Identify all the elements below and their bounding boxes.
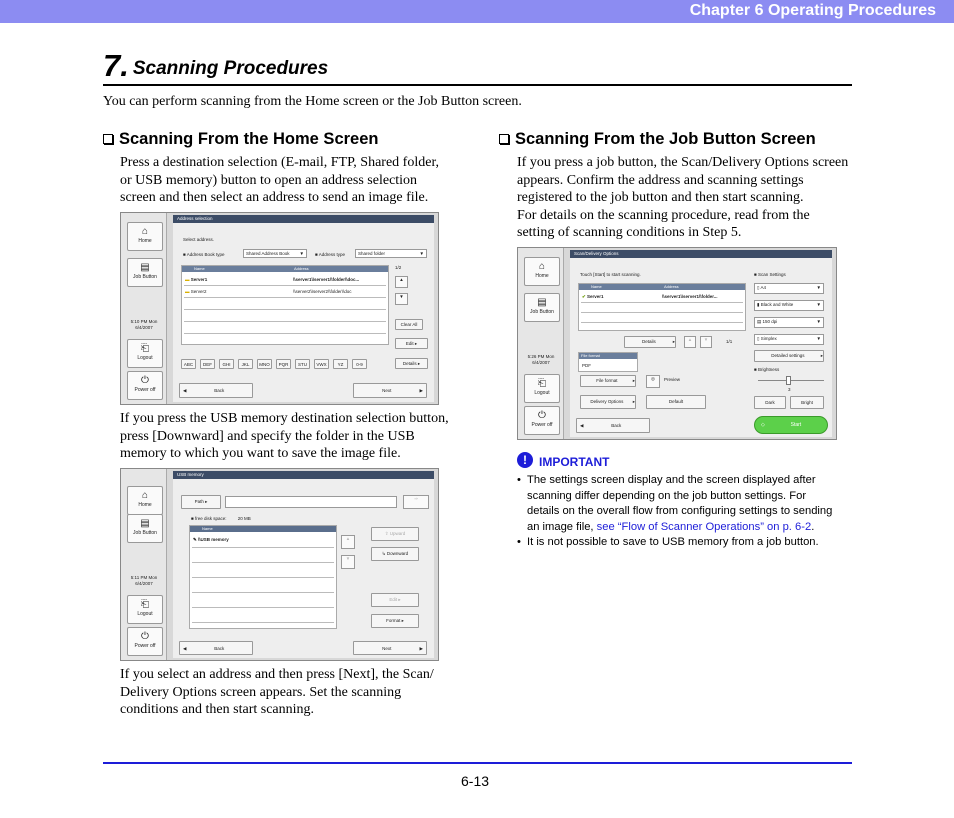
job-screen-heading: Scanning From the Job Button Screen	[499, 130, 816, 149]
preview-label: Preview	[664, 377, 681, 382]
scroll-up-button[interactable]: ▲	[341, 535, 355, 549]
free-space: ■ free disk space: 20 MB	[191, 516, 251, 521]
key-button[interactable]: DEF	[200, 359, 215, 369]
important-bullet-1: • The settings screen display and the screen displayed after scanning differ depending on the job button settings. For details on the overall flow from configuring settings to sending an image file, see “Flow of Scanner Operations” on p. 6-2.	[517, 474, 833, 533]
abt-label: ■ Address Book type	[183, 252, 225, 257]
page-indicator: 1/2	[395, 265, 402, 270]
clock: 5:26 PM Mon 6/4/2007	[527, 354, 555, 365]
table-row[interactable]: ▬ Server2 \\server2\\server2\\folder\\doc	[185, 289, 352, 294]
home-icon: ⌂	[141, 226, 149, 237]
power-button[interactable]: ⏻ Power off	[127, 371, 163, 400]
home-paragraph-3: If you select an address and then press [Next], the Scan/ Delivery Options screen appears. Set the scanning conditions and then start scanning.	[120, 667, 434, 718]
file-format-button[interactable]: File format ▸	[580, 375, 636, 387]
table-row[interactable]: ▬ Server1 \\server1\\server1\\folder\\doc...	[185, 277, 360, 282]
job-button[interactable]: ▤ Job Button	[524, 293, 560, 322]
home-icon: ⌂	[538, 261, 546, 272]
scroll-up-button[interactable]: ▲	[684, 336, 696, 348]
key-button[interactable]: PQR	[276, 359, 291, 369]
preview-checkbox[interactable]: ◎	[646, 375, 660, 388]
downward-button[interactable]: ↳ Downward	[371, 547, 419, 561]
job-icon: ▤	[140, 518, 150, 529]
darker-button[interactable]: Dark	[754, 396, 786, 409]
brightness-slider[interactable]	[758, 376, 824, 386]
format-button[interactable]: Format ▸	[371, 614, 419, 628]
logout-icon: ⎗	[141, 343, 149, 354]
important-bullet-2: • It is not possible to save to USB memory from a job button.	[517, 536, 819, 548]
home-button[interactable]: ⌂ Home	[127, 486, 163, 515]
path-field[interactable]	[225, 496, 397, 508]
start-button[interactable]: ◇ Start	[754, 416, 828, 434]
usb-folder-list: Name ✎ \\USB memory	[189, 525, 337, 629]
upward-button[interactable]: ⇧ Upward	[371, 527, 419, 541]
default-button[interactable]: Default	[646, 395, 706, 409]
key-button[interactable]: GHI	[219, 359, 234, 369]
flow-link[interactable]: see “Flow of Scanner Operations” on p. 6-2	[596, 520, 812, 533]
destination-list: Name Address ✔ Server1 \\server1\\server1\\folder...	[578, 283, 746, 331]
screen-title: Scan/Delivery Options	[570, 250, 832, 258]
next-button[interactable]: Next ▶	[353, 383, 427, 398]
resolution-select[interactable]: ▤ 150 dpi ▼	[754, 317, 824, 328]
key-button[interactable]: JKL	[238, 359, 253, 369]
important-label: ! IMPORTANT	[517, 452, 609, 469]
table-row[interactable]: ✔ Server1 \\server1\\server1\\folder...	[582, 294, 718, 299]
delivery-options-button[interactable]: Delivery Options ▸	[580, 395, 636, 409]
color-mode-select[interactable]: ▮ Black and White ▼	[754, 300, 824, 311]
edit-button[interactable]: Edit ▸	[395, 338, 428, 349]
home-button[interactable]: ⌂ Home	[524, 257, 560, 286]
brightness-value: 3	[788, 387, 791, 392]
brightness-label: ■ Brightness	[754, 367, 780, 372]
key-button[interactable]: STU	[295, 359, 310, 369]
path-button[interactable]: Path ▸	[181, 495, 221, 509]
key-button[interactable]: 0-9	[352, 359, 367, 369]
path-go-button[interactable]: ⇒	[403, 495, 429, 509]
power-icon: ⏻	[538, 410, 546, 421]
scroll-down-button[interactable]: ▼	[700, 336, 712, 348]
scan-settings-label: ■ Scan Settings	[754, 272, 786, 277]
details-button[interactable]: Details ▸	[395, 358, 428, 369]
important-icon: !	[517, 452, 533, 468]
screen-title: USB memory	[173, 471, 434, 479]
section-title-text: Scanning Procedures	[132, 58, 329, 79]
scan-delivery-options-screenshot	[517, 247, 837, 440]
logout-icon: ⎗	[141, 599, 149, 610]
power-button[interactable]: ⏻ Power off	[127, 627, 163, 656]
page-number: 6-13	[461, 773, 490, 789]
detailed-settings-button[interactable]: Detailed settings ▸	[754, 350, 824, 362]
details-button[interactable]: Details ▸	[624, 336, 676, 348]
address-selection-screenshot	[120, 212, 439, 405]
section-number: 7.	[103, 48, 129, 83]
chapter-header: Chapter 6 Operating Procedures	[0, 0, 954, 23]
logout-button[interactable]: ⎗ Logout	[127, 339, 163, 368]
clock: 5:10 PM Mon 6/4/2007	[130, 319, 158, 330]
key-button[interactable]: VWX	[314, 359, 329, 369]
job-paragraph-1: If you press a job button, the Scan/Delivery Options screen appears. Confirm the address and scanning settings registered to the job button and then start scanning. For details on the scanning procedure, read from the setting of scanning conditions in Step 5.	[517, 155, 849, 241]
scroll-down-button[interactable]: ▼	[395, 293, 408, 305]
job-button[interactable]: ▤ Job Button	[127, 258, 163, 287]
job-icon: ▤	[140, 262, 150, 273]
address-list: Name Address ▬ Server1 \\server1\\server1\\folder\\doc... ▬ Server2 \\server2\\server2\\folder\\doc	[181, 265, 389, 345]
page-indicator: 1/1	[726, 339, 733, 344]
scroll-up-button[interactable]: ▲	[395, 276, 408, 288]
title-rule	[103, 84, 852, 86]
start-instruction: Touch [Start] to start scanning.	[580, 272, 641, 277]
file-format-box: File format PDF	[578, 352, 638, 372]
key-button[interactable]: YZ	[333, 359, 348, 369]
logout-button[interactable]: ⎗ Logout	[127, 595, 163, 624]
footer-rule	[103, 762, 852, 764]
table-row[interactable]: ✎ \\USB memory	[193, 537, 229, 542]
scroll-down-button[interactable]: ▼	[341, 555, 355, 569]
logout-icon: ⎗	[538, 378, 546, 389]
address-book-select[interactable]: Shared Address Book ▼	[243, 249, 307, 258]
home-screen-heading: Scanning From the Home Screen	[103, 130, 378, 149]
job-button[interactable]: ▤ Job Button	[127, 514, 163, 543]
key-button[interactable]: MNO	[257, 359, 272, 369]
home-button[interactable]: ⌂ Home	[127, 222, 163, 251]
power-button[interactable]: ⏻ Power off	[524, 406, 560, 435]
back-button[interactable]: ◀ Back	[179, 641, 253, 655]
brighter-button[interactable]: Bright	[790, 396, 824, 409]
home-paragraph-1: Press a destination selection (E-mail, FTP, Shared folder, or USB memory) button to open an address selection screen and then select an address to send an image file.	[120, 155, 440, 206]
home-paragraph-2: If you press the USB memory destination selection button, press [Downward] and specify the folder in the USB memory to which you want to save the image file.	[120, 411, 449, 462]
clock: 5:11 PM Mon 6/4/2007	[130, 575, 158, 586]
page-size-select[interactable]: ▯ A4 ▼	[754, 283, 824, 294]
power-icon: ⏻	[141, 375, 149, 386]
checkbox-bullet-icon	[499, 134, 509, 144]
back-button[interactable]: ◀ Back	[179, 383, 253, 398]
checkbox-bullet-icon	[103, 134, 113, 144]
side-select[interactable]: ▯ Simplex ▼	[754, 334, 824, 345]
start-icon: ◇	[761, 422, 765, 428]
job-icon: ▤	[537, 297, 547, 308]
back-button[interactable]: ◀ Back	[576, 418, 650, 433]
usb-memory-screenshot	[120, 468, 439, 661]
logout-button[interactable]: ⎗ Logout	[524, 374, 560, 403]
home-icon: ⌂	[141, 490, 149, 501]
key-button[interactable]: ABC	[181, 359, 196, 369]
clear-all-button[interactable]: Clear All	[395, 319, 423, 330]
intro-text: You can perform scanning from the Home screen or the Job Button screen.	[103, 94, 522, 109]
edit-button[interactable]: Edit ▸	[371, 593, 419, 607]
address-type-select[interactable]: Shared folder ▼	[355, 249, 427, 258]
at-label: ■ Address type	[315, 252, 345, 257]
select-address-label: Select address.	[183, 237, 215, 242]
power-icon: ⏻	[141, 631, 149, 642]
section-title	[103, 48, 328, 84]
next-button[interactable]: Next ▶	[353, 641, 427, 655]
screen-title: Address selection	[173, 215, 434, 223]
